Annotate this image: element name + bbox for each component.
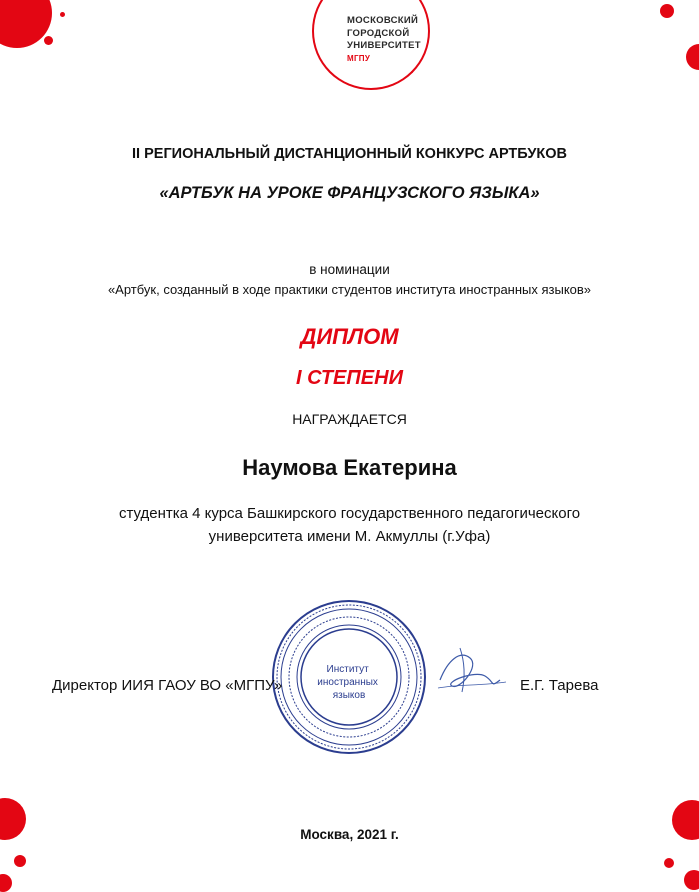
decor-dot xyxy=(664,858,674,868)
recipient-description: университета имени М. Акмуллы (г.Уфа) xyxy=(208,528,491,545)
decor-dot xyxy=(0,874,12,892)
recipient-name: Наумова Екатерина xyxy=(242,455,457,480)
decor-dot xyxy=(686,44,699,70)
logo-abbreviation: МГПУ xyxy=(347,53,371,63)
logo-line: УНИВЕРСИТЕТ xyxy=(347,40,421,51)
recipient-description: студентка 4 курса Башкирского государственного педагогического xyxy=(118,505,581,522)
stamp-text: языков xyxy=(332,690,366,701)
city-year: Москва, 2021 г. xyxy=(300,827,399,842)
contest-title: II РЕГИОНАЛЬНЫЙ ДИСТАНЦИОННЫЙ КОНКУРС АРТБУКОВ xyxy=(132,146,567,162)
decor-dot xyxy=(14,855,26,867)
stamp-text: Институт xyxy=(326,664,369,675)
nomination-intro: в номинации xyxy=(309,262,390,277)
decor-dot xyxy=(60,12,65,17)
university-logo xyxy=(347,15,421,65)
director-title: Директор ИИЯ ГАОУ ВО «МГПУ» xyxy=(52,677,283,694)
logo-line: ГОРОДСКОЙ xyxy=(347,27,410,39)
logo-line: МОСКОВСКИЙ xyxy=(347,15,419,26)
stamp-text: иностранных xyxy=(317,677,378,688)
decor-dot xyxy=(44,36,53,45)
diploma-degree: I СТЕПЕНИ xyxy=(296,367,403,389)
institute-stamp xyxy=(270,598,428,756)
nomination-name: «Артбук, созданный в ходе практики студентов института иностранных языков» xyxy=(107,282,592,297)
signer-name: Е.Г. Тарева xyxy=(520,677,599,694)
svg-text:Институт иностранных я xyxy=(317,664,380,701)
decor-dot xyxy=(660,4,674,18)
decor-dot xyxy=(684,870,699,890)
contest-subtitle: «АРТБУК НА УРОКЕ ФРАНЦУЗСКОГО ЯЗЫКА» xyxy=(159,184,540,202)
awarded-label: НАГРАЖДАЕТСЯ xyxy=(292,411,407,427)
handwritten-signature xyxy=(430,640,510,710)
diploma-heading: ДИПЛОМ xyxy=(300,324,399,349)
